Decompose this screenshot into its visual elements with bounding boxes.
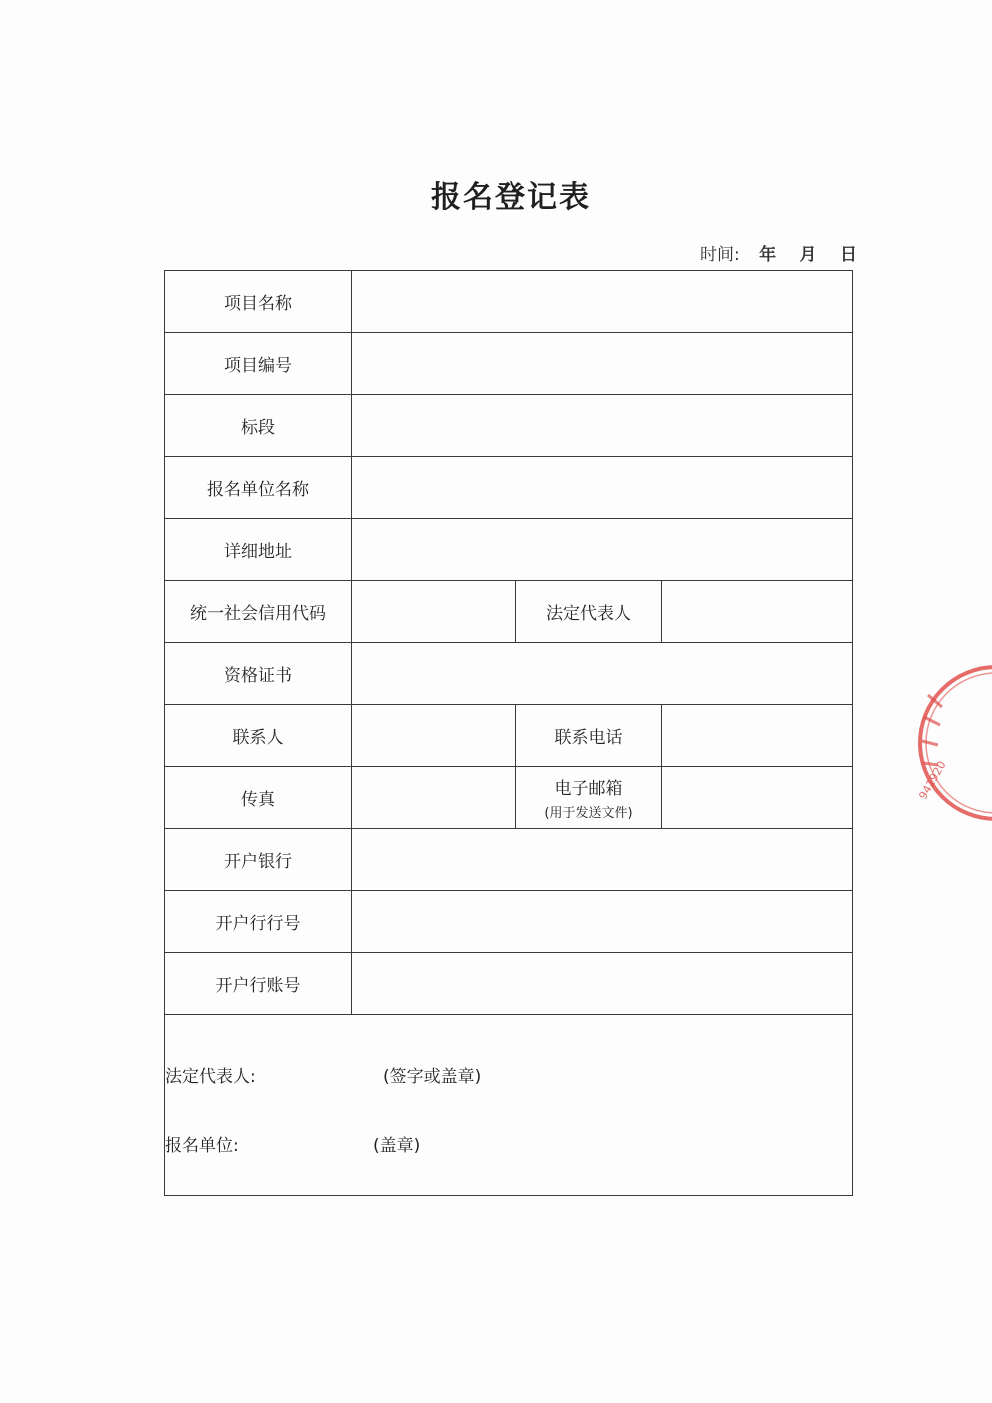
field-applicant-name[interactable] [352,457,853,519]
signature-legal-rep-label: 法定代表人: [165,1067,256,1087]
table-row [165,891,853,953]
label-legal-rep: 法定代表人 [516,581,662,643]
signature-legal-rep-hint: (签字或盖章) [383,1067,482,1087]
stamp-number: 941920 [916,758,949,802]
registration-table [164,270,853,1196]
table-row [165,581,853,643]
field-fax[interactable] [352,767,516,829]
field-address[interactable] [352,519,853,581]
field-contact-phone[interactable] [662,705,853,767]
table-row [165,705,853,767]
signature-unit-line [165,1131,421,1156]
label-project-number: 项目编号 [165,333,352,395]
label-credit-code: 统一社会信用代码 [165,581,352,643]
table-row [165,333,853,395]
date-line [700,240,857,265]
table-row [165,643,853,705]
field-bank[interactable] [352,829,853,891]
table-row [165,395,853,457]
field-project-number[interactable] [352,333,853,395]
label-fax: 传真 [165,767,352,829]
label-bank: 开户银行 [165,829,352,891]
label-address: 详细地址 [165,519,352,581]
signature-unit-hint: (盖章) [373,1136,421,1156]
field-contact[interactable] [352,705,516,767]
table-row [165,457,853,519]
label-section: 标段 [165,395,352,457]
label-email-cell [516,767,662,829]
label-email-note: (用于发送文件) [544,806,633,821]
table-row [165,1015,853,1196]
date-day: 日 [839,245,857,265]
label-contact-phone: 联系电话 [516,705,662,767]
field-credit-code[interactable] [352,581,516,643]
table-row [165,829,853,891]
field-bank-account[interactable] [352,953,853,1015]
table-row [165,519,853,581]
label-bank-number: 开户行行号 [165,891,352,953]
signature-unit-label: 报名单位: [165,1136,239,1156]
label-qualification: 资格证书 [165,643,352,705]
label-bank-account: 开户行账号 [165,953,352,1015]
field-bank-number[interactable] [352,891,853,953]
red-seal-stamp [908,655,992,830]
table-row [165,271,853,333]
field-section[interactable] [352,395,853,457]
date-year: 年 [759,245,777,265]
signature-legal-rep-line [165,1062,482,1087]
date-month: 月 [799,245,817,265]
label-contact: 联系人 [165,705,352,767]
table-row [165,953,853,1015]
table-row [165,767,853,829]
field-qualification[interactable] [352,643,853,705]
date-label: 时间: [700,245,740,265]
field-legal-rep[interactable] [662,581,853,643]
form-title: 报名登记表 [431,180,591,215]
field-project-name[interactable] [352,271,853,333]
signature-area[interactable] [165,1015,853,1196]
field-email[interactable] [662,767,853,829]
label-email: 电子邮箱 [554,779,623,799]
label-project-name: 项目名称 [165,271,352,333]
label-applicant-name: 报名单位名称 [165,457,352,519]
